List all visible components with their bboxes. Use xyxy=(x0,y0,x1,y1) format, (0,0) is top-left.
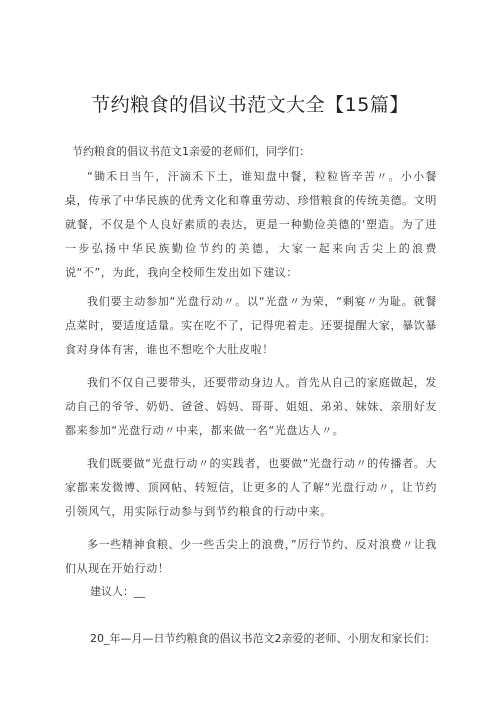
document-title: 节约粮食的倡议书范文大全【15篇】 xyxy=(91,94,409,116)
second-document-intro: 20_年—月—日节约粮食的倡议书范文2亲爱的老师、小朋友和家长们： xyxy=(90,632,436,645)
body-paragraph-5: 多一些精神食粮、少一些舌尖上的浪费，”厉行节约、反对浪费〃让我们从现在开始行动！ xyxy=(65,538,437,575)
body-paragraph-4: 我们既要做“光盘行动〃的实践者，也要做“光盘行动〃的传播者。大家都来发微博、顶网帖、转短信，让更多的人了解“光盘行动〃，让节约引领风气，用实际行动参与到节约粮食的行动中来。 xyxy=(65,457,437,518)
body-paragraph-3: 我们不仅自己要带头，还要带动身边人。首先从自己的家庭做起，发动自己的爷爷、奶奶、爸爸、妈妈、哥哥、姐姐、弟弟、妹妹、亲朋好友都来参加“光盘行动〃中来，都来做一名“光盘达人〃。 xyxy=(65,376,437,437)
signature-line: 建议人：__ xyxy=(90,585,145,598)
body-paragraph-2: 我们要主动参加“光盘行动〃。以“光盘〃为荣，“剩宴〃为耻。就餐点菜时，要适度适量。实在吃不了，记得兜着走。还要提醒大家，暴饮暴食对身体有害，谁也不想吃个大肚皮啦！ xyxy=(65,295,437,356)
body-paragraph-1: “锄禾日当午，汗滴禾下土，谁知盘中餐，粒粒皆辛苦〃。小小餐桌，传承了中华民族的优秀文化和尊重劳动、珍惜粮食的传统美德。文明就餐，不仅是个人良好素质的表达，更是一种勤俭美德的'塑造。为了进一步弘扬中华民族勤俭节约的美德，大家一起来向舌尖上的浪费说“不”，为此，我向全校师生发出如下建议： xyxy=(65,170,437,279)
intro-line: 节约粮食的倡议书范文1亲爱的老师们，同学们： xyxy=(72,145,310,158)
